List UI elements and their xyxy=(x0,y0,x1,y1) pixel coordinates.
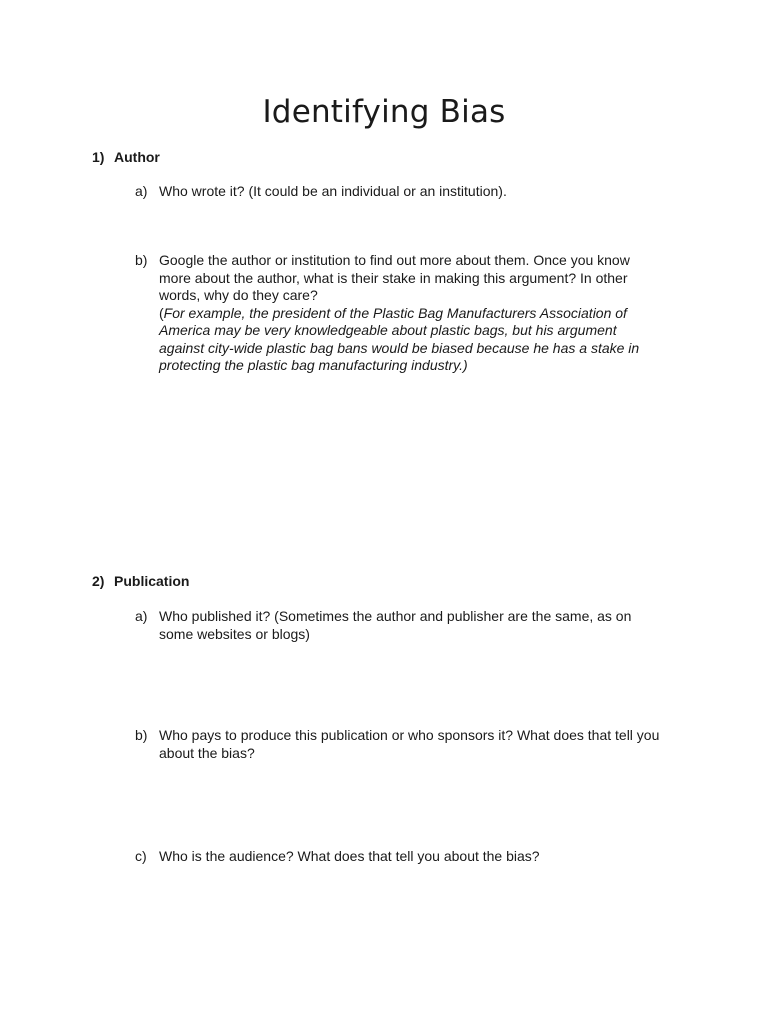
section-number: 2) xyxy=(92,573,105,589)
section-heading-label: Publication xyxy=(114,573,190,589)
section-heading-author xyxy=(92,149,160,165)
question-text: Who is the audience? What does that tell you about the bias? xyxy=(159,848,540,864)
example-text: For example, the president of the Plastic Bag Manufacturers Association of America may be very knowledgeable about plastic bags, but his argument against city-wide plastic bag bans would be biased because he has a stake in protecting the plastic bag manufacturing industry.) xyxy=(159,304,640,373)
question-publication-b xyxy=(135,727,665,762)
question-text: Who published it? (Sometimes the author and publisher are the same, as on some websites or blogs) xyxy=(159,608,632,642)
item-marker: c) xyxy=(135,848,147,864)
question-text: Who wrote it? (It could be an individual or an institution). xyxy=(159,183,507,199)
section-number: 1) xyxy=(92,149,105,165)
example-open-paren: ( xyxy=(159,304,164,321)
item-marker: b) xyxy=(135,252,148,268)
question-author-b xyxy=(135,252,665,375)
question-text: Who pays to produce this publication or who sponsors it? What does that tell you about the bias? xyxy=(159,727,660,761)
item-marker: b) xyxy=(135,727,148,743)
section-heading-label: Author xyxy=(114,149,160,165)
example-paragraph xyxy=(159,305,665,375)
item-marker: a) xyxy=(135,183,148,199)
question-author-a xyxy=(135,183,665,201)
page-title: Identifying Bias xyxy=(262,94,506,130)
question-publication-a xyxy=(135,608,665,643)
question-publication-c xyxy=(135,848,665,866)
item-marker: a) xyxy=(135,608,148,624)
section-heading-publication xyxy=(92,573,189,589)
question-text: Google the author or institution to find out more about them. Once you know more about the author, what is their stake in making this argument? In other words, why do they care? xyxy=(159,252,630,303)
